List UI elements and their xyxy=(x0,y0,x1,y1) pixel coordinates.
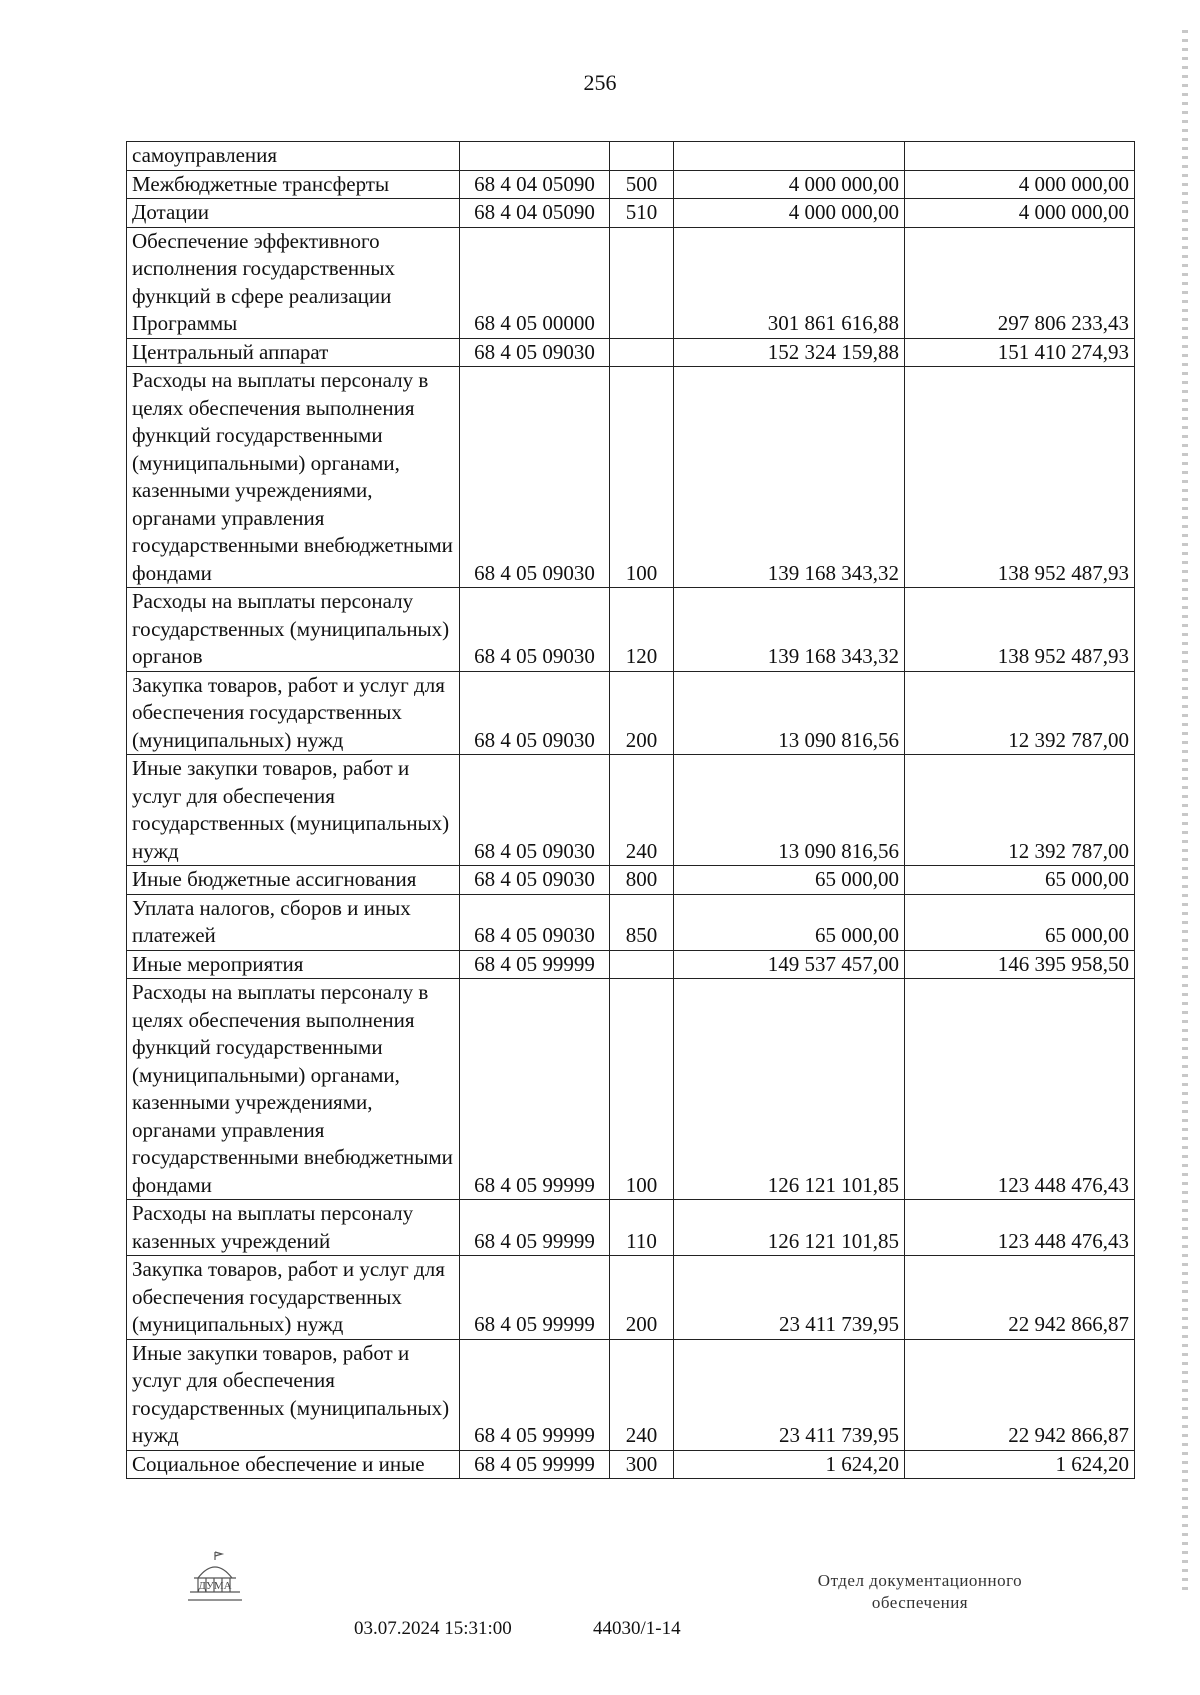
table-row xyxy=(127,588,1135,672)
row-name-cell: Расходы на выплаты персоналу в целях обеспечения выполнения функций государственными (муниципальными) органами, казенными учреждениями, органами управления государственными внебюджетными фондами xyxy=(127,979,460,1200)
duma-emblem-icon xyxy=(184,1548,246,1606)
budget-table-body xyxy=(127,142,1135,1479)
row-code-cell: 68 4 05 09030 xyxy=(460,338,610,367)
row-code-cell: 68 4 05 09030 xyxy=(460,866,610,895)
row-code-cell: 68 4 05 09030 xyxy=(460,367,610,588)
row-name-cell: Иные мероприятия xyxy=(127,950,460,979)
row-type-cell: 200 xyxy=(610,671,674,755)
table-row xyxy=(127,1256,1135,1340)
row-amount2-cell: 138 952 487,93 xyxy=(905,367,1135,588)
row-code-cell: 68 4 04 05090 xyxy=(460,199,610,228)
row-amount1-cell: 126 121 101,85 xyxy=(674,979,905,1200)
row-name-cell: Расходы на выплаты персоналу казенных учреждений xyxy=(127,1200,460,1256)
row-amount2-cell: 146 395 958,50 xyxy=(905,950,1135,979)
row-amount1-cell: 13 090 816,56 xyxy=(674,671,905,755)
row-amount2-cell xyxy=(905,142,1135,171)
table-row xyxy=(127,1200,1135,1256)
row-type-cell: 240 xyxy=(610,1339,674,1450)
row-amount1-cell: 139 168 343,32 xyxy=(674,588,905,672)
table-row xyxy=(127,170,1135,199)
stamp-line-2: обеспечения xyxy=(871,1593,969,1612)
row-name-cell: Иные закупки товаров, работ и услуг для обеспечения государственных (муниципальных) нужд xyxy=(127,1339,460,1450)
row-amount1-cell: 4 000 000,00 xyxy=(674,170,905,199)
row-amount1-cell: 301 861 616,88 xyxy=(674,227,905,338)
budget-table xyxy=(126,141,1135,1479)
row-amount1-cell: 23 411 739,95 xyxy=(674,1339,905,1450)
row-code-cell: 68 4 05 99999 xyxy=(460,979,610,1200)
table-row xyxy=(127,755,1135,866)
row-amount2-cell: 65 000,00 xyxy=(905,894,1135,950)
row-code-cell: 68 4 05 09030 xyxy=(460,671,610,755)
row-type-cell: 240 xyxy=(610,755,674,866)
row-amount2-cell: 22 942 866,87 xyxy=(905,1256,1135,1340)
row-code-cell: 68 4 05 09030 xyxy=(460,588,610,672)
row-amount1-cell: 65 000,00 xyxy=(674,894,905,950)
department-stamp xyxy=(770,1570,1070,1614)
row-name-cell: Расходы на выплаты персоналу в целях обеспечения выполнения функций государственными (муниципальными) органами, казенными учреждениями, органами управления государственными внебюджетными фондами xyxy=(127,367,460,588)
row-code-cell: 68 4 05 99999 xyxy=(460,1256,610,1340)
table-row xyxy=(127,950,1135,979)
row-amount2-cell: 151 410 274,93 xyxy=(905,338,1135,367)
row-name-cell: Закупка товаров, работ и услуг для обеспечения государственных (муниципальных) нужд xyxy=(127,1256,460,1340)
row-code-cell: 68 4 05 09030 xyxy=(460,755,610,866)
table-row xyxy=(127,227,1135,338)
row-name-cell: Обеспечение эффективного исполнения государственных функций в сфере реализации Программы xyxy=(127,227,460,338)
table-row xyxy=(127,199,1135,228)
row-type-cell xyxy=(610,227,674,338)
row-amount2-cell: 22 942 866,87 xyxy=(905,1339,1135,1450)
row-name-cell: Центральный аппарат xyxy=(127,338,460,367)
row-name-cell: Закупка товаров, работ и услуг для обеспечения государственных (муниципальных) нужд xyxy=(127,671,460,755)
row-code-cell: 68 4 05 09030 xyxy=(460,894,610,950)
row-type-cell xyxy=(610,142,674,171)
row-amount1-cell: 126 121 101,85 xyxy=(674,1200,905,1256)
svg-text:ДУМА: ДУМА xyxy=(198,1580,232,1592)
row-code-cell: 68 4 05 99999 xyxy=(460,1200,610,1256)
stamp-line-1: Отдел документационного xyxy=(817,1571,1023,1590)
table-row xyxy=(127,894,1135,950)
table-row xyxy=(127,1339,1135,1450)
row-type-cell: 850 xyxy=(610,894,674,950)
table-row xyxy=(127,338,1135,367)
row-code-cell xyxy=(460,142,610,171)
row-amount1-cell: 149 537 457,00 xyxy=(674,950,905,979)
row-name-cell: Уплата налогов, сборов и иных платежей xyxy=(127,894,460,950)
row-type-cell: 200 xyxy=(610,1256,674,1340)
table-row xyxy=(127,142,1135,171)
row-type-cell: 100 xyxy=(610,979,674,1200)
row-amount2-cell: 123 448 476,43 xyxy=(905,979,1135,1200)
row-amount1-cell: 4 000 000,00 xyxy=(674,199,905,228)
table-row xyxy=(127,671,1135,755)
row-code-cell: 68 4 05 99999 xyxy=(460,1339,610,1450)
row-name-cell: Расходы на выплаты персоналу государственных (муниципальных) органов xyxy=(127,588,460,672)
row-amount1-cell: 23 411 739,95 xyxy=(674,1256,905,1340)
row-code-cell: 68 4 05 99999 xyxy=(460,1450,610,1479)
row-type-cell xyxy=(610,338,674,367)
row-name-cell: Иные закупки товаров, работ и услуг для обеспечения государственных (муниципальных) нужд xyxy=(127,755,460,866)
row-type-cell: 100 xyxy=(610,367,674,588)
row-type-cell: 500 xyxy=(610,170,674,199)
document-number: 44030/1-14 xyxy=(593,1618,681,1639)
row-amount1-cell xyxy=(674,142,905,171)
row-amount1-cell: 152 324 159,88 xyxy=(674,338,905,367)
row-name-cell: Иные бюджетные ассигнования xyxy=(127,866,460,895)
row-amount2-cell: 297 806 233,43 xyxy=(905,227,1135,338)
row-name-cell: самоуправления xyxy=(127,142,460,171)
row-name-cell: Социальное обеспечение и иные xyxy=(127,1450,460,1479)
row-name-cell: Межбюджетные трансферты xyxy=(127,170,460,199)
row-code-cell: 68 4 04 05090 xyxy=(460,170,610,199)
scan-edge-artifact xyxy=(1182,30,1188,1590)
row-type-cell: 300 xyxy=(610,1450,674,1479)
row-amount2-cell: 138 952 487,93 xyxy=(905,588,1135,672)
table-row xyxy=(127,979,1135,1200)
row-amount2-cell: 65 000,00 xyxy=(905,866,1135,895)
row-amount2-cell: 12 392 787,00 xyxy=(905,755,1135,866)
row-amount2-cell: 123 448 476,43 xyxy=(905,1200,1135,1256)
row-type-cell: 120 xyxy=(610,588,674,672)
row-type-cell: 800 xyxy=(610,866,674,895)
row-code-cell: 68 4 05 00000 xyxy=(460,227,610,338)
row-type-cell: 510 xyxy=(610,199,674,228)
row-amount2-cell: 4 000 000,00 xyxy=(905,170,1135,199)
row-amount2-cell: 1 624,20 xyxy=(905,1450,1135,1479)
table-row xyxy=(127,1450,1135,1479)
row-amount1-cell: 65 000,00 xyxy=(674,866,905,895)
table-row xyxy=(127,866,1135,895)
row-amount1-cell: 13 090 816,56 xyxy=(674,755,905,866)
row-type-cell xyxy=(610,950,674,979)
row-type-cell: 110 xyxy=(610,1200,674,1256)
row-amount1-cell: 139 168 343,32 xyxy=(674,367,905,588)
row-name-cell: Дотации xyxy=(127,199,460,228)
row-code-cell: 68 4 05 99999 xyxy=(460,950,610,979)
registration-date: 03.07.2024 15:31:00 xyxy=(354,1618,512,1639)
page-number: 256 xyxy=(583,70,617,95)
row-amount2-cell: 12 392 787,00 xyxy=(905,671,1135,755)
row-amount1-cell: 1 624,20 xyxy=(674,1450,905,1479)
table-row xyxy=(127,367,1135,588)
row-amount2-cell: 4 000 000,00 xyxy=(905,199,1135,228)
